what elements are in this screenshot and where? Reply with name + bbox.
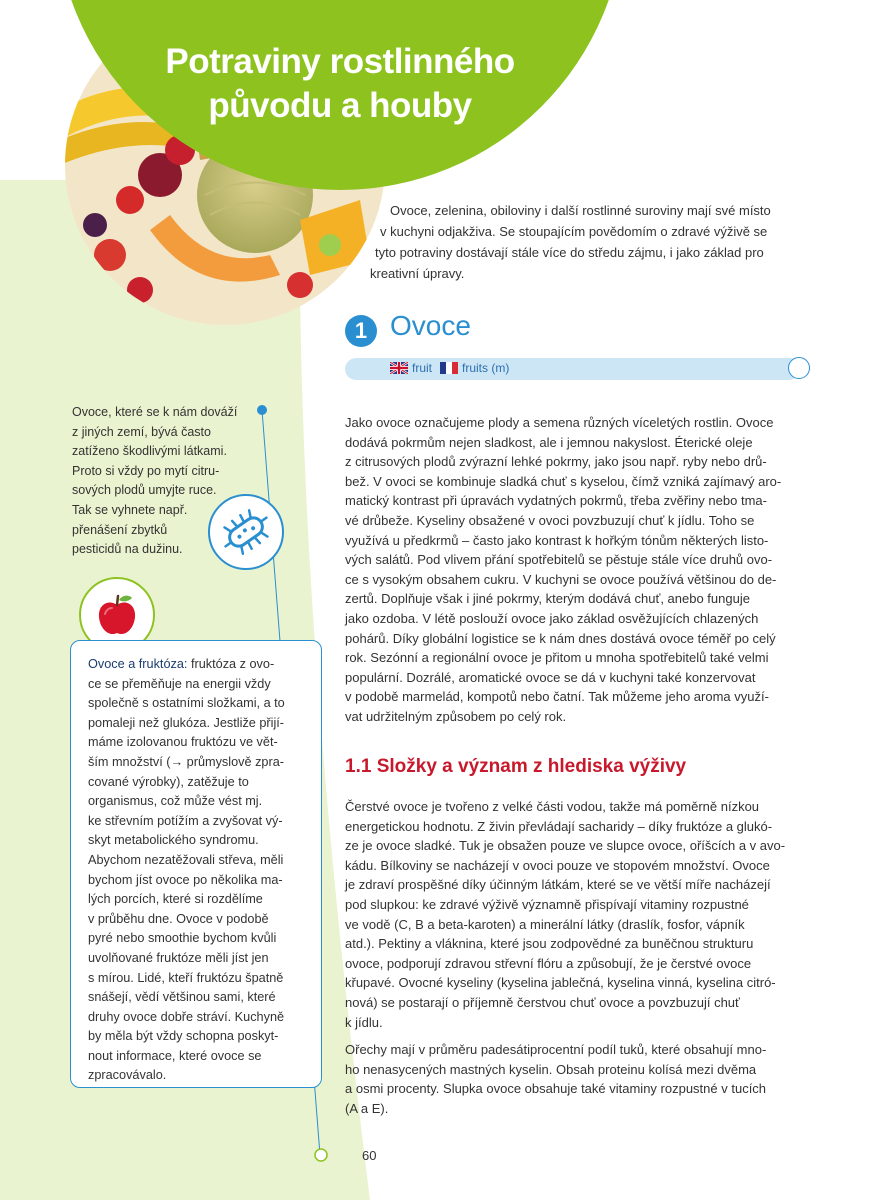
info-box-line: zpracovávalo.: [88, 1068, 167, 1083]
paragraph-line: matický kontrast při úpravách vydatných pokrmů, třeba zvěřiny nebo tma-: [345, 493, 767, 509]
paragraph-line: pod slupkou: ke zdravé výživě významně přispívají vitaminy rozpustné: [345, 896, 749, 912]
intro-line: kreativní úpravy.: [370, 266, 465, 281]
side-note-line: pesticidů na dužinu.: [72, 542, 183, 557]
page-title: [150, 40, 530, 128]
info-box-line: cované výrobky), zatěžuje to: [88, 774, 249, 789]
main-paragraph: [345, 413, 810, 727]
paragraph-line: nová) se postarají o příjemně čerstvou chuť ovoce a povzbuzují chuť: [345, 994, 740, 1010]
page-title-line1: Potraviny rostlinného: [165, 42, 515, 81]
side-note-line: Ovoce, které se k nám dováží: [72, 405, 238, 419]
paragraph-line: a osmi procenty. Slupka ovoce obsahuje také vitaminy rozpustné v tucích: [345, 1081, 767, 1097]
paragraph-line: z citrusových plodů zvýrazní lehké pokrmy, jako jsou např. ryby nebo drů-: [345, 454, 767, 470]
paragraph-line: křupavé. Ovocné kyseliny (kyselina jablečná, kyselina vinná, kyselina citró-: [345, 975, 776, 991]
paragraph-line: ze je ovoce sladké. Tuk je obsažen pouze ve slupce ovoce, oříšcích a v avo-: [345, 838, 786, 854]
translation-fr: fruits (m): [462, 361, 510, 375]
info-box-line: skyt metabolického syndromu.: [88, 833, 259, 848]
paragraph-line: energetickou hodnotu. Z živin převládají sacharidy – díky fruktóze a glukó-: [345, 818, 773, 834]
info-box-line: máme izolovanou fruktózu ve vět-: [88, 735, 278, 750]
info-box-line: Abychom nezatěžovali střeva, měli: [88, 852, 284, 867]
info-box-line: snášejí, vědí většinou sami, které: [88, 990, 276, 1005]
intro-line: tyto potraviny dostávají stále více do středu zájmu, i jako základ pro: [375, 245, 764, 260]
section-title: Ovoce: [390, 310, 471, 341]
paragraph-line: je zdraví prospěšné díky účinným látkám, které se ve větší míře nacházejí: [345, 877, 771, 893]
info-box-line: pyré nebo smoothie bychom kvůli: [88, 931, 277, 946]
paragraph-line: populární. Dozrálé, aromatické ovoce se dá v kuchyni také konzervovat: [345, 669, 756, 685]
paragraph-line: Ořechy mají v průměru padesátiprocentní podíl tuků, které obsahují mno-: [345, 1042, 767, 1057]
paragraph-line: ovoce, podporují zdravou střevní flóru a způsobují, že je čerstvé ovoce: [345, 955, 752, 971]
paragraph-line: Jako ovoce označujeme plody a semena různých víceletých rostlin. Ovoce: [345, 415, 774, 430]
info-box-line: bychom jíst ovoce po několika ma-: [88, 872, 283, 887]
info-box-line: druhy ovoce dobře stráví. Kuchyně: [88, 1009, 285, 1024]
page-title-line2: původu a houby: [208, 86, 472, 125]
paragraph-line: k jídlu.: [345, 1014, 383, 1030]
paragraph-line: ho nenasycených mastných kyselin. Obsah proteinu kolísá mezi dvěma: [345, 1061, 757, 1077]
info-box-line: v průběhu dne. Ovoce v podobě: [88, 911, 269, 926]
paragraph-line: atd.). Pektiny a vláknina, které jsou zodpovědné za buněčnou strukturu: [345, 936, 754, 952]
section-number-badge: 1: [345, 315, 377, 347]
info-box-line: ke střevním potížím a zvyšovat vý-: [88, 813, 283, 828]
paragraph-line: (A a E).: [345, 1100, 389, 1116]
paragraph-line: využívá u předkrmů – často jako kontrast k hořkým tónům některých listo-: [345, 532, 769, 548]
paragraph-line: jako ozdoba. V létě poslouží ovoce jako základ osvěžujících chlazených: [345, 610, 759, 626]
paragraph-line: vých salátů. Pod vlivem přání spotřebitelů se pěstuje stále více druhů ovo-: [345, 552, 773, 568]
paragraph-line: kádu. Bílkoviny se nacházejí v ovoci pouze ve stopovém množství. Ovoce: [345, 857, 770, 873]
intro-paragraph: [370, 200, 810, 284]
info-box-line: organismus, což může vést mj.: [88, 794, 263, 809]
paragraph-line: rok. Sezónní a regionální ovoce je přitom u mnoha spotřebitelů také velmi: [345, 650, 769, 666]
apple-icon: [95, 592, 139, 638]
paragraph-line: pohárů. Díky globální logistice se k nám dnes dostává ovoce téměř po celý: [345, 630, 776, 646]
paragraph-line: ve vodě (C, B a beta-karoten) a minerální látky (draslík, fosfor, vápník: [345, 916, 745, 932]
paragraph-line: ce s vysokým obsahem cukru. V kuchyni se ovoce používá většinou do de-: [345, 571, 777, 587]
subsection-paragraph-1: [345, 797, 810, 1032]
info-box-line: nout informace, které ovoce se: [88, 1048, 262, 1063]
connector-dot-top: [257, 405, 267, 415]
info-box-line: pomaleji než glukóza. Jestliže přijí-: [88, 715, 285, 730]
connector-dot-bottom: [315, 1149, 327, 1161]
fr-flag-icon: [440, 362, 458, 374]
paragraph-line: zertů. Doplňuje však i jiné pokrmy, kterým dodává chuť, anebo funguje: [345, 591, 750, 607]
info-box-line: ce se přeměňuje na energii vždy: [88, 676, 271, 691]
intro-line: Ovoce, zelenina, obiloviny i další rostlinné suroviny mají své místo: [390, 203, 771, 218]
translation-row: [390, 361, 509, 375]
paragraph-line: vé drůbeže. Kyseliny obsažené v ovoci povzbuzují chuť k jídlu. Toho se: [345, 512, 755, 528]
paragraph-line: Čerstvé ovoce je tvořeno z velké části vodou, takže má poměrně nízkou: [345, 799, 760, 814]
info-box-lead: Ovoce a fruktóza:: [88, 657, 188, 671]
side-note: [72, 403, 237, 560]
info-box-line: fruktóza z ovo-: [187, 657, 275, 671]
paragraph-line: bež. V ovoci se kombinuje sladká chuť s kyselou, čímž vzniká zajímavý aro-: [345, 473, 782, 489]
translation-en: fruit: [412, 361, 433, 375]
intro-line: v kuchyni odjakživa. Se stoupajícím povědomím o zdravé výživě se: [380, 224, 768, 239]
info-box-line: by měla být vždy schopna poskyt-: [88, 1029, 279, 1044]
subsection-title: 1.1 Složky a význam z hlediska výživy: [345, 756, 687, 777]
paragraph-line: vat udržitelným způsobem po celý rok.: [345, 708, 567, 724]
side-note-line: Proto si vždy po mytí citru-: [72, 463, 220, 478]
info-box-text: [88, 655, 285, 1086]
subsection-paragraph-2: [345, 1040, 810, 1118]
info-box-line: uvolňované fruktóze měli jíst jen: [88, 950, 269, 965]
side-note-line: přenášení zbytků: [72, 522, 168, 537]
info-box-line: lých porcích, které si rozdělíme: [88, 892, 263, 907]
side-note-line: Tak se vyhnete např.: [72, 502, 188, 517]
translation-bar-end-circle: [788, 357, 810, 379]
paragraph-line: v podobě marmelád, kompotů nebo čatní. Tak můžeme jeho aroma využí-: [345, 689, 769, 705]
paragraph-line: dodává pokrmům nejen sladkost, ale i jemnou nakyslost. Éterické oleje: [345, 434, 753, 450]
uk-flag-icon: [390, 362, 408, 374]
info-box-line: s mírou. Lidé, kteří fruktózu špatně: [88, 970, 284, 985]
page-number: 60: [362, 1148, 377, 1163]
info-box-line: ším množství (→ průmyslově zpra-: [88, 754, 284, 769]
bacteria-icon: [218, 504, 274, 560]
side-note-line: z jiných zemí, bývá často: [72, 424, 211, 439]
side-note-line: sových plodů umyjte ruce.: [72, 483, 217, 498]
side-note-line: zatíženo škodlivými látkami.: [72, 444, 227, 459]
info-box-line: společně s ostatními složkami, a to: [88, 696, 285, 711]
